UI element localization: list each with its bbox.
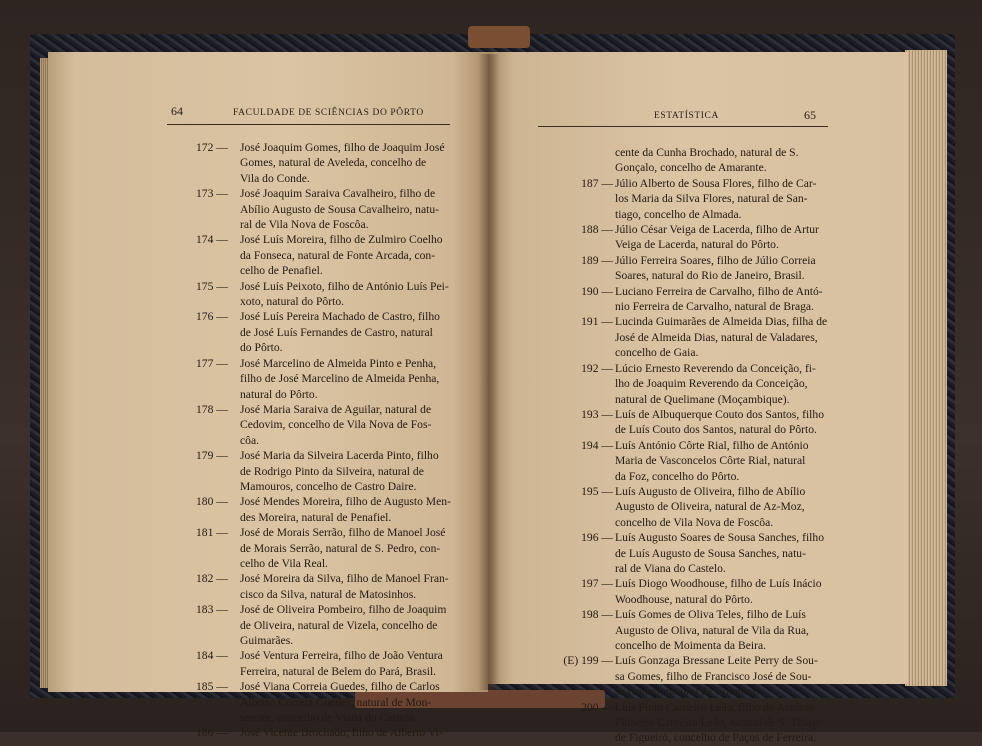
- entry-number: 187 —: [581, 176, 613, 190]
- left-header-rule: [167, 124, 450, 125]
- entry-line: Ferreira, natural de Belem do Pará, Brasil.: [240, 664, 437, 678]
- entry-line: serrate, concelho de Viana do Castelo.: [240, 711, 418, 725]
- list-item: [553, 176, 829, 222]
- entry-line: José de Oliveira Pombeiro, filho de Joaquim: [240, 603, 447, 617]
- entry-line: Augusto de Oliveira, natural de Az-Moz,: [615, 500, 805, 514]
- list-item: [196, 648, 450, 679]
- entry-number: 192 —: [581, 361, 613, 375]
- entry-line: concelho de Vila Nova de Foscôa.: [615, 515, 774, 529]
- list-item: [196, 186, 450, 232]
- list-item: [553, 284, 829, 315]
- entry-number: 189 —: [581, 253, 613, 267]
- entry-line: Luís Augusto de Oliveira, filho de Abílio: [615, 484, 806, 498]
- entry-number: 197 —: [581, 577, 613, 591]
- entry-line: sa Gomes, filho de Francisco José de Sou-: [615, 669, 812, 683]
- entry-number: 183 —: [196, 603, 228, 617]
- entry-line: natural de Quelimane (Moçambique).: [615, 392, 790, 406]
- entry-line: côa.: [240, 433, 259, 447]
- entry-line: des Moreira, natural de Penafiel.: [240, 510, 392, 524]
- entry-line: natural do Pôrto.: [240, 387, 318, 401]
- entry-line: concelho de Gaia.: [615, 346, 699, 360]
- entry-line: José Luís Moreira, filho de Zulmiro Coelho: [240, 233, 443, 247]
- list-item: [553, 576, 829, 607]
- list-item: [196, 356, 450, 402]
- left-page-number: 64: [171, 104, 183, 118]
- page-edges-right: [905, 50, 947, 686]
- entry-line: Woodhouse, natural do Pôrto.: [615, 592, 753, 606]
- entry-line: xoto, natural do Pôrto.: [240, 295, 345, 309]
- list-item: [553, 607, 829, 653]
- entry-line: de Luís Couto dos Santos, natural do Pôrto.: [615, 423, 817, 437]
- left-entry-list: [196, 140, 450, 741]
- entry-line: José Luís Pereira Machado de Castro, filho: [240, 310, 440, 324]
- list-item: [196, 279, 450, 310]
- entry-number: 177 —: [196, 356, 228, 370]
- entry-line: José Joaquim Gomes, filho de Joaquim José: [240, 141, 445, 154]
- right-entry-list: [553, 145, 829, 746]
- entry-line: celho de Vila Real.: [240, 556, 328, 570]
- list-item: [553, 407, 829, 438]
- entry-line: Vila do Conde.: [240, 171, 310, 185]
- list-item: [196, 309, 450, 355]
- entry-number: 181 —: [196, 526, 228, 540]
- entry-line: Luís Gonzaga Bressane Leite Perry de Sou-: [615, 654, 818, 668]
- entry-number: 178 —: [196, 402, 228, 416]
- entry-line: concelho de Moimenta da Beira.: [615, 639, 766, 652]
- entry-number: 186 —: [196, 726, 228, 740]
- entry-line: ral de Viana do Castelo.: [615, 561, 726, 575]
- entry-line: Luís Pinto Carneiro Leão, filho de António: [615, 700, 815, 714]
- entry-line: Luciano Ferreira de Carvalho, filho de Antó-: [615, 284, 823, 298]
- entry-number: 194 —: [581, 438, 613, 452]
- entry-line: José Marcelino de Almeida Pinto e Penha,: [240, 356, 437, 370]
- entry-line: Luís António Côrte Rial, filho de António: [615, 438, 809, 452]
- list-item: [553, 438, 829, 484]
- entry-line: Pinheiro Carneiro Leão, natural de S. Thiago: [615, 716, 824, 730]
- entry-line: cente da Cunha Brochado, natural de S.: [615, 146, 799, 159]
- list-item: [553, 484, 829, 530]
- entry-number: 174 —: [196, 233, 228, 247]
- list-item: [553, 361, 829, 407]
- entry-line: Júlio Ferreira Soares, filho de Júlio Correia: [615, 253, 816, 267]
- entry-number: 190 —: [581, 284, 613, 298]
- list-item: [196, 448, 450, 494]
- entry-number: 193 —: [581, 407, 613, 421]
- entry-line: José Mendes Moreira, filho de Augusto Men-: [240, 495, 451, 509]
- entry-line: lho de Joaquim Reverendo da Conceição,: [615, 377, 808, 391]
- entry-line: de José Luís Fernandes de Castro, natural: [240, 325, 433, 339]
- list-item: [553, 700, 829, 746]
- entry-line: Augusto de Oliva, natural de Vila da Rua,: [615, 623, 809, 637]
- entry-line: José Maria da Silveira Lacerda Pinto, filho: [240, 449, 439, 463]
- entry-line: Luís Diogo Woodhouse, filho de Luís Inácio: [615, 577, 822, 591]
- list-item: [553, 530, 829, 576]
- entry-line: Luís Gomes de Oliva Teles, filho de Luís: [615, 608, 806, 622]
- entry-number: 195 —: [581, 484, 613, 498]
- continuation-entry: [553, 145, 829, 176]
- entry-line: Mamouros, concelho de Castro Daire.: [240, 479, 417, 493]
- entry-line: José Vicente Brochado, filho de Alberto Vi-: [240, 726, 443, 740]
- entry-line: ral de Vila Nova de Foscôa.: [240, 218, 369, 232]
- entry-line: sa Gomes, natural de Coimbra.: [615, 685, 759, 699]
- entry-line: tiago, concelho de Almada.: [615, 207, 742, 221]
- entry-line: José Luís Peixoto, filho de António Luís Pei-: [240, 279, 449, 293]
- list-item: [553, 222, 829, 253]
- entry-line: Gonçalo, concelho de Amarante.: [615, 161, 767, 175]
- entry-line: Luís de Albuquerque Couto dos Santos, filho: [615, 407, 824, 421]
- list-item: [196, 602, 450, 648]
- entry-line: José Joaquim Saraiva Cavalheiro, filho de: [240, 187, 436, 201]
- entry-number: 198 —: [581, 608, 613, 622]
- book-spine-top: [468, 26, 530, 48]
- entry-number: 180 —: [196, 495, 228, 509]
- right-header-rule: [538, 126, 828, 127]
- entry-line: Lúcio Ernesto Reverendo da Conceição, fi-: [615, 361, 816, 375]
- entry-line: Alberto Correia Guedes, natural de Mon-: [240, 695, 432, 709]
- entry-line: de Morais Serrão, natural de S. Pedro, con-: [240, 541, 441, 555]
- entry-line: Soares, natural do Rio de Janeiro, Brasil.: [615, 269, 805, 283]
- entry-line: do Pôrto.: [240, 341, 283, 355]
- entry-number: 175 —: [196, 279, 228, 293]
- entry-line: José de Almeida Dias, natural de Valadares,: [615, 330, 818, 344]
- entry-line: José de Morais Serrão, filho de Manoel José: [240, 526, 446, 540]
- entry-line: da Fonseca, natural de Fonte Arcada, con-: [240, 248, 436, 262]
- list-item: [196, 525, 450, 571]
- list-item: [196, 679, 450, 725]
- entry-line: de Rodrigo Pinto da Silveira, natural de: [240, 464, 424, 478]
- entry-line: cisco da Silva, natural de Matosinhos.: [240, 587, 417, 601]
- list-item: [196, 725, 450, 740]
- entry-line: Júlio Alberto de Sousa Flores, filho de Car-: [615, 176, 817, 190]
- entry-number: 184 —: [196, 649, 228, 663]
- entry-line: celho de Penafiel.: [240, 264, 323, 278]
- entry-number: 185 —: [196, 680, 228, 694]
- entry-line: Júlio César Veiga de Lacerda, filho de Artur: [615, 223, 819, 237]
- list-item: [196, 571, 450, 602]
- entry-number: 179 —: [196, 449, 228, 463]
- entry-number: 176 —: [196, 310, 228, 324]
- right-page-number: 65: [804, 108, 816, 122]
- entry-line: Veiga de Lacerda, natural do Pôrto.: [615, 238, 779, 252]
- entry-number: 200 —: [581, 700, 613, 714]
- entry-line: José Ventura Ferreira, filho de João Ventura: [240, 649, 443, 663]
- entry-number: 172 —: [196, 141, 228, 154]
- list-item: [196, 232, 450, 278]
- entry-line: José Moreira da Silva, filho de Manoel Fran-: [240, 572, 449, 586]
- entry-line: da Foz, concelho do Pôrto.: [615, 469, 740, 483]
- entry-line: los Maria da Silva Flores, natural de San-: [615, 192, 808, 206]
- entry-line: de Oliveira, natural de Vizela, concelho de: [240, 618, 438, 632]
- entry-line: de Luís Augusto de Sousa Sanches, natu-: [615, 546, 806, 560]
- entry-line: Lucinda Guimarães de Almeida Dias, filha de: [615, 315, 828, 329]
- entry-line: Gomes, natural de Aveleda, concelho de: [240, 156, 427, 170]
- entry-line: Guimarães.: [240, 634, 294, 647]
- right-running-header: ESTATÍSTICA: [654, 111, 719, 121]
- entry-line: Luís Augusto Soares de Sousa Sanches, filho: [615, 531, 824, 545]
- entry-line: nio Ferreira de Carvalho, natural de Braga.: [615, 300, 814, 314]
- entry-number: 191 —: [581, 315, 613, 329]
- entry-line: Abílio Augusto de Sousa Cavalheiro, natu-: [240, 202, 440, 216]
- entry-number: (E) 199 —: [563, 654, 613, 668]
- entry-line: de Figueiró, concelho de Paços de Ferreira.: [615, 731, 816, 745]
- entry-line: filho de José Marcelino de Almeida Penha,: [240, 372, 440, 386]
- entry-line: José Maria Saraiva de Aguilar, natural de: [240, 402, 432, 416]
- list-item: [553, 314, 829, 360]
- list-item: [196, 494, 450, 525]
- entry-number: 196 —: [581, 531, 613, 545]
- list-item: [553, 253, 829, 284]
- list-item: [196, 140, 450, 186]
- entry-line: Cedovim, concelho de Vila Nova de Fos-: [240, 418, 432, 432]
- list-item: [553, 653, 829, 699]
- entry-line: Maria de Vasconcelos Côrte Rial, natural: [615, 454, 806, 468]
- entry-line: José Viana Correia Guedes, filho de Carlos: [240, 680, 440, 694]
- left-running-header: FACULDADE DE SCIÊNCIAS DO PÔRTO: [233, 108, 424, 118]
- book-gutter: [478, 54, 500, 690]
- list-item: [196, 402, 450, 448]
- entry-number: 173 —: [196, 187, 228, 201]
- entry-number: 182 —: [196, 572, 228, 586]
- entry-number: 188 —: [581, 223, 613, 237]
